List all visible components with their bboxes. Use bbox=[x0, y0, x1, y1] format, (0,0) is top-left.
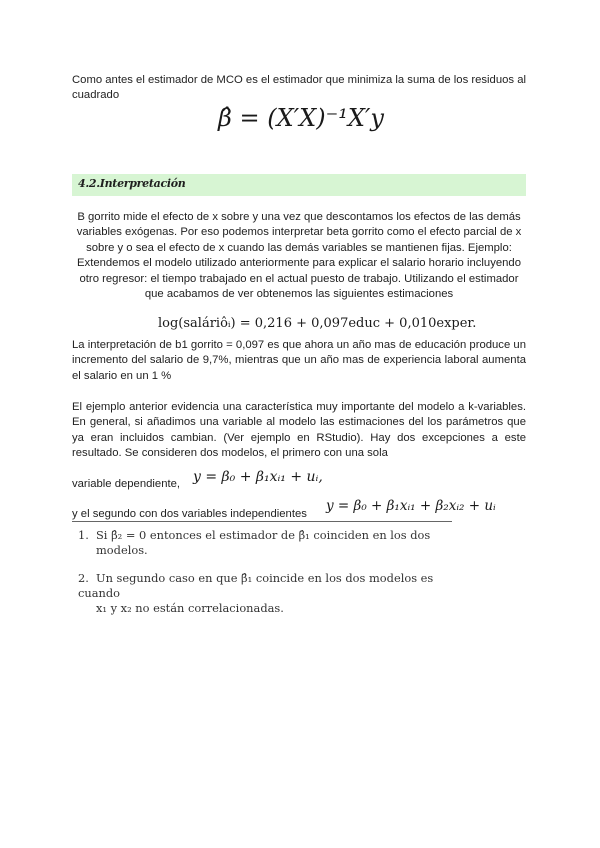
ols-estimator-formula: β̂ = (X′X)⁻¹X′y bbox=[218, 104, 384, 132]
section-heading-bar bbox=[72, 174, 526, 196]
exception-number: 2. bbox=[78, 571, 89, 585]
intro-paragraph: Como antes el estimador de MCO es el estimador que minimiza la suma de los residuos al cuadrado bbox=[72, 74, 526, 102]
coefficient-interpretation-paragraph: La interpretación de b1 gorrito = 0,097 es que ahora un año mas de educación produce un incremento del salario de 9,7%, mientras que un año mas de experiencia laboral aumenta el salario en un 1 % bbox=[72, 339, 526, 382]
model2-label: y el segundo con dos variables independientes bbox=[72, 508, 307, 520]
exception-line: Si β̂₂ = 0 entonces el estimador de β̂₁ coinciden en los dos bbox=[96, 528, 431, 542]
section-heading: 4.2.Interpretación bbox=[78, 177, 186, 190]
model1-label: variable dependiente, bbox=[72, 478, 181, 490]
exception-line: Un segundo caso en que β̂₁ coincide en los dos modelos es cuando bbox=[78, 571, 434, 600]
exception-item bbox=[78, 528, 448, 558]
exception-item bbox=[78, 571, 448, 616]
model1-formula: y = β₀ + β₁xᵢ₁ + uᵢ, bbox=[193, 469, 323, 485]
exception-line: x₁ y x₂ no están correlacionadas. bbox=[96, 601, 284, 615]
exception-line: modelos. bbox=[96, 543, 148, 557]
model2-formula: y = β₀ + β₁xᵢ₁ + β₂xᵢ₂ + uᵢ bbox=[326, 498, 496, 514]
excerpt-top-rule bbox=[72, 521, 452, 522]
k-variables-paragraph: El ejemplo anterior evidencia una característica muy importante del modelo a k-variables. En general, si añadimos una variable al modelo las estimaciones del los parámetros que ya eran incluidos cambian. (Ver ejemplo en RStudio). Hay dos excepciones a este resultado. Se consideren dos modelos, el primero con una sola bbox=[72, 401, 526, 460]
exception-number: 1. bbox=[78, 528, 89, 542]
exceptions-excerpt bbox=[72, 521, 452, 613]
wage-estimate-formula: log(saláriôᵢ) = 0,216 + 0,097educ + 0,010exper. bbox=[158, 316, 477, 331]
interpretation-paragraph: B gorrito mide el efecto de x sobre y una vez que descontamos los efectos de las demás variables exógenas. Por eso podemos interpretar beta gorrito como el efecto parcial de x sobre y o sea el efecto de x cuando las demás variables se mantienen fijas. Ejemplo: Extendemos el modelo utilizado anteriormente para explicar el salario horario incluyendo otro regresor: el tiempo trabajado en el actual puesto de trabajo. Utilizando el estimador que acabamos de ver obtenemos las siguientes estimaciones bbox=[76, 211, 522, 301]
